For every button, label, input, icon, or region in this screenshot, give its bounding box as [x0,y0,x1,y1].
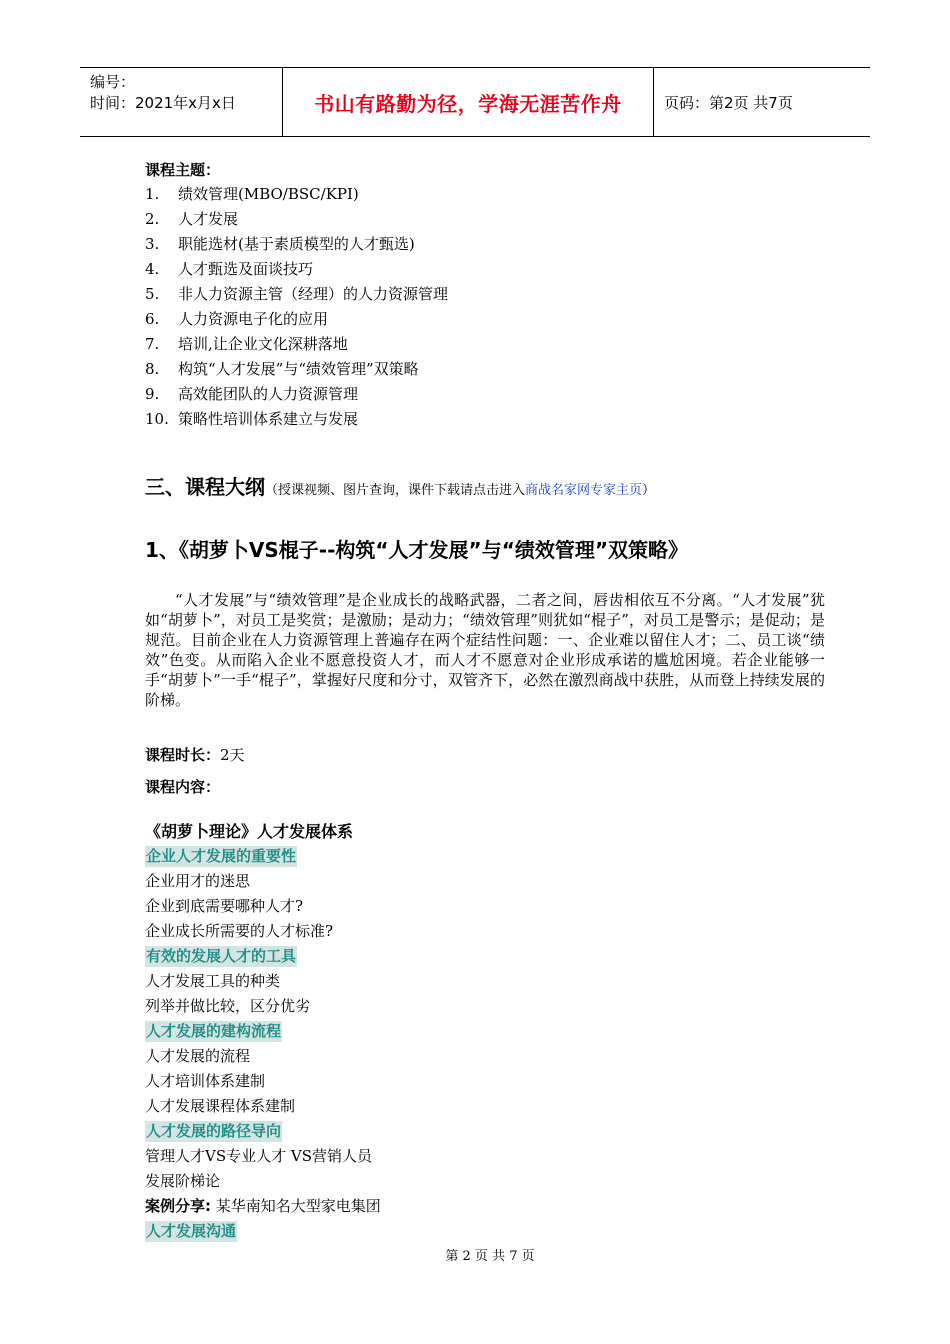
course-content-heading [145,776,825,798]
topic-number: 10. [145,410,169,428]
topic-item [145,407,825,432]
section-3-note [265,483,655,498]
topic-item [145,307,825,332]
topic-text: 培训,让企业文化深耕落地 [178,335,348,353]
outline-item [145,869,825,894]
outline-item [145,894,825,919]
topic-number: 1. [145,185,160,203]
topic-number: 7. [145,335,160,353]
topic-text: 策略性培训体系建立与发展 [178,410,359,428]
outline-text: 人才发展课程体系建制 [145,1097,296,1115]
case-text: 某华南知名大型家电集团 [211,1197,381,1215]
case-label: 案例分享: [145,1197,211,1215]
section-3-heading [145,472,825,506]
header-time: 时间：2021年x月x日 [90,94,236,112]
outline-item [145,969,825,994]
outline-text: 人才发展的流程 [145,1047,251,1065]
outline-item [145,1219,825,1244]
outline-item [145,1019,825,1044]
topic-item [145,332,825,357]
note-text-after: ） [642,483,656,498]
outline-item [145,1044,825,1069]
topic-item [145,207,825,232]
course-intro: “人才发展”与“绩效管理”是企业成长的战略武器，二者之间，唇齿相依互不分离。“人才发展”犹如“胡萝卜”，对员工是奖赏；是激励；是动力；“绩效管理”则犹如“棍子”，对员工是警示；是促动；是规范。目前企业在人力资源管理上普遍存在两个症结性问题：一、企业难以留住人才；二、员工谈“绩效”色变。从而陷入企业不愿意投资人才，而人才不愿意对企业形成承诺的尴尬困境。若企业能够一手“胡萝卜”一手“棍子”，掌握好尺度和分寸，双管齐下，必然在激烈商战中获胜，从而登上持续发展的阶梯。 [145,591,825,709]
section-3-title: 三、课程大纲 [145,475,265,499]
outline-item [145,1094,825,1119]
outline-text: 人才培训体系建制 [145,1072,266,1090]
topic-number: 6. [145,310,160,328]
topic-text: 高效能团队的人力资源管理 [178,385,359,403]
outline-item [145,1169,825,1194]
outline-item [145,1119,825,1144]
topic-item [145,357,825,382]
course-outline [145,844,825,1194]
topic-item [145,232,825,257]
topic-text: 人才发展 [178,210,239,228]
topic-text: 人力资源电子化的应用 [178,310,329,328]
page-footer: 第 2 页 共 7 页 [445,1249,535,1264]
outline-item [145,844,825,869]
topics-heading: 课程主题： [145,161,221,179]
course-duration [145,744,825,766]
page-header [80,67,870,137]
outline-text: 发展阶梯论 [145,1172,221,1190]
outline-text: 企业成长所需要的人才标准? [145,922,334,940]
course-title: 1、《胡萝卜VS棍子--构筑“人才发展”与“绩效管理”双策略》 [145,538,688,562]
outline-item [145,1069,825,1094]
header-motto: 书山有路勤为径，学海无涯苦作舟 [282,68,654,136]
topic-item [145,182,825,207]
header-page-number: 页码：第2页 共7页 [664,93,793,112]
topic-number: 5. [145,285,160,303]
theory-title: 《胡萝卜理论》人才发展体系 [145,822,354,841]
topic-text: 非人力资源主管（经理）的人力资源管理 [178,285,449,303]
outline-item [145,944,825,969]
duration-label: 课程时长： [145,746,221,764]
note-text-before: （授课视频、图片查询，课件下载请点击进入 [265,483,526,498]
header-info [80,68,282,136]
outline-item [145,1144,825,1169]
case-share [145,1194,825,1219]
document-body [145,158,825,1244]
topic-item [145,382,825,407]
topics-list [145,182,825,432]
outline-text: 人才发展工具的种类 [145,972,281,990]
topic-number: 8. [145,360,160,378]
topic-text: 职能选材(基于素质模型的人才甄选) [178,235,415,253]
topic-item [145,282,825,307]
topic-number: 2. [145,210,160,228]
outline-text: 企业到底需要哪种人才? [145,897,304,915]
topic-number: 3. [145,235,160,253]
duration-value: 2天 [220,746,245,764]
topic-text: 绩效管理(MBO/BSC/KPI) [178,185,359,203]
outline-text: 管理人才VS专业人才 VS营销人员 [145,1147,372,1165]
content-label: 课程内容： [145,778,221,796]
topic-number: 4. [145,260,160,278]
outline-highlight-heading: 有效的发展人才的工具 [146,947,297,965]
outline-highlight-heading: 企业人才发展的重要性 [146,847,297,865]
topic-text: 人才甄选及面谈技巧 [178,260,314,278]
outline-item [145,919,825,944]
topic-number: 9. [145,385,160,403]
expert-homepage-link[interactable]: 商战名家网专家主页 [525,483,643,498]
topic-text: 构筑“人才发展”与“绩效管理”双策略 [178,360,419,378]
outline-text: 企业用才的迷思 [145,872,251,890]
outline-text: 列举并做比较，区分优劣 [145,997,311,1015]
outline-highlight-heading: 人才发展的路径导向 [146,1122,282,1140]
outline-item [145,994,825,1019]
topic-item [145,257,825,282]
header-number: 编号： [90,73,136,91]
outline-highlight-heading: 人才发展的建构流程 [146,1022,282,1040]
outline-highlight-heading: 人才发展沟通 [146,1222,237,1240]
